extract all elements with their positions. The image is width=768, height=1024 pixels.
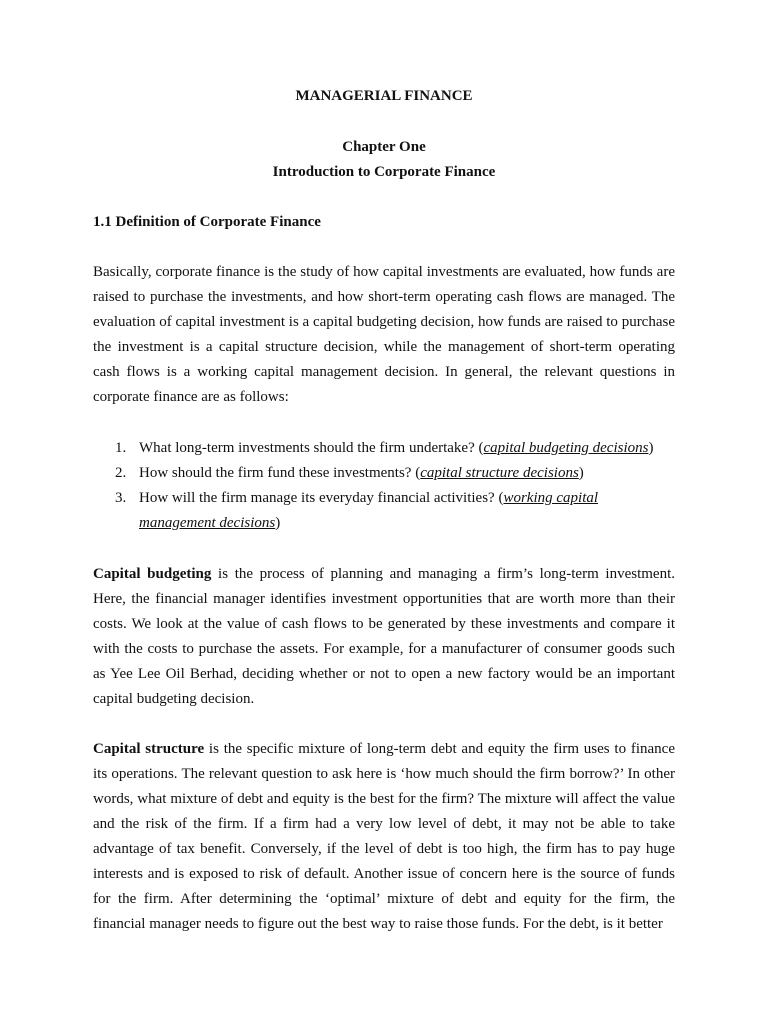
section-heading: 1.1 Definition of Corporate Finance <box>93 214 321 230</box>
capital-structure-paragraph <box>93 737 675 937</box>
list-number: 1. <box>115 440 127 456</box>
list-item <box>93 461 675 486</box>
capital-budgeting-text: is the process of planning and managing a firm’s long-term investment. Here, the financial manager identifies investment opportunities that are worth more than their costs. We look at the value of cash flows to be generated by these investments and compare it with the costs to purchase the assets. For example, for a manufacturer of consumer goods such as Yee Lee Oil Berhad, deciding whether or not to open a new factory would be an important capital budgeting decision. <box>93 566 675 707</box>
close-paren: ) <box>578 465 584 481</box>
close-paren: ) <box>275 515 281 531</box>
capital-budgeting-term: Capital budgeting <box>93 566 212 582</box>
question-text: How should the firm fund these investments? ( <box>139 465 421 481</box>
decision-tag: working capital management decisions <box>139 490 599 531</box>
intro-paragraph: Basically, corporate finance is the study of how capital investments are evaluated, how funds are raised to purchase the investments, and how short-term operating cash flows are managed. The evaluation of capital investment is a capital budgeting decision, how funds are raised to purchase the investment is a capital structure decision, while the management of short-term operating cash flows is a working capital management decision. In general, the relevant questions in corporate finance are as follows: <box>93 264 675 405</box>
list-number: 2. <box>115 465 127 481</box>
list-item <box>93 486 675 536</box>
chapter-subtitle: Introduction to Corporate Finance <box>272 164 496 180</box>
capital-structure-term: Capital structure <box>93 741 205 757</box>
list-item <box>93 436 675 461</box>
decision-tag: capital structure decisions <box>420 465 579 481</box>
questions-list <box>93 436 675 536</box>
list-number: 3. <box>115 490 127 506</box>
capital-budgeting-paragraph <box>93 562 675 712</box>
decision-tag: capital budgeting decisions <box>483 440 649 456</box>
question-text: How will the firm manage its everyday financial activities? ( <box>139 490 504 506</box>
capital-structure-text: is the specific mixture of long-term debt and equity the firm uses to finance its operations. The relevant question to ask here is ‘how much should the firm borrow?’ In other words, what mixture of debt and equity is the best for the firm? The mixture will affect the value and the risk of the firm. If a firm had a very low level of debt, it may not be able to take advantage of tax benefit. Conversely, if the level of debt is too high, the firm has to pay huge interests and is exposed to risk of default. Another issue of concern here is the source of funds for the firm. After determining the ‘optimal’ mixture of debt and equity for the firm, the financial manager needs to figure out the best way to raise those funds. For the debt, is it better <box>93 741 675 932</box>
document-title: MANAGERIAL FINANCE <box>295 88 473 104</box>
chapter-label: Chapter One <box>342 139 426 155</box>
close-paren: ) <box>648 440 654 456</box>
question-text: What long-term investments should the firm undertake? ( <box>139 440 484 456</box>
